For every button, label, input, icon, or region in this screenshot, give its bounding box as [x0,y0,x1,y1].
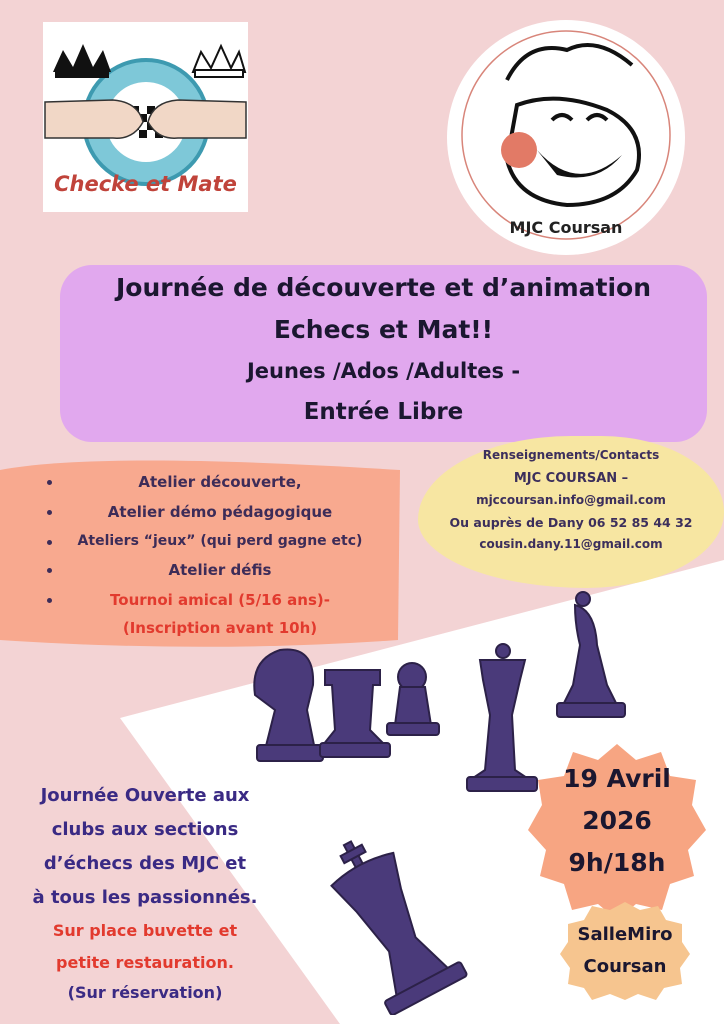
contacts-org: MJC COURSAN – [513,471,629,486]
refreshments-line: Sur place buvette et [52,921,238,940]
banner-title: Journée de découverte et d’animation [115,273,652,302]
bullet-icon [47,510,52,515]
venue-city: Coursan [583,956,667,977]
logo-left-text: Checke et Mate [54,172,237,196]
venue-badge [560,900,690,1000]
title-banner [60,265,707,442]
contacts-email-dany[interactable]: cousin.dany.11@gmail.com [479,537,663,551]
bullet-icon [47,480,52,485]
bullet-icon [47,540,52,545]
open-day-line: à tous les passionnés. [32,887,258,908]
open-day-line: Journée Ouverte aux [40,785,250,806]
contacts-email[interactable]: mjccoursan.info@gmail.com [476,493,666,507]
banner-audience: Jeunes /Ados /Adultes - [246,359,521,383]
date-hours: 9h/18h [568,848,666,877]
open-day-line: clubs aux sections [51,819,239,840]
mjc-coursan-logo [447,20,685,255]
bullet-icon [47,598,52,603]
refreshments-line: petite restauration. [56,953,234,972]
checke-et-mate-logo [43,22,248,212]
contact-bubble [418,436,724,588]
date-badge [528,742,706,922]
logo-right-text: MJC Coursan [509,218,623,237]
reservation-note: (Sur réservation) [67,983,223,1002]
contacts-heading: Renseignements/Contacts [482,448,660,462]
bullet-icon [47,568,52,573]
contacts-phone: Ou auprès de Dany 06 52 85 44 32 [449,515,693,530]
date-day: 19 Avril [563,764,671,793]
banner-subtitle: Echecs et Mat!! [273,315,494,344]
banner-entry: Entrée Libre [303,399,464,425]
date-year: 2026 [582,806,652,835]
venue-name: SalleMiro [577,924,673,945]
open-day-line: d’échecs des MJC et [43,853,247,874]
